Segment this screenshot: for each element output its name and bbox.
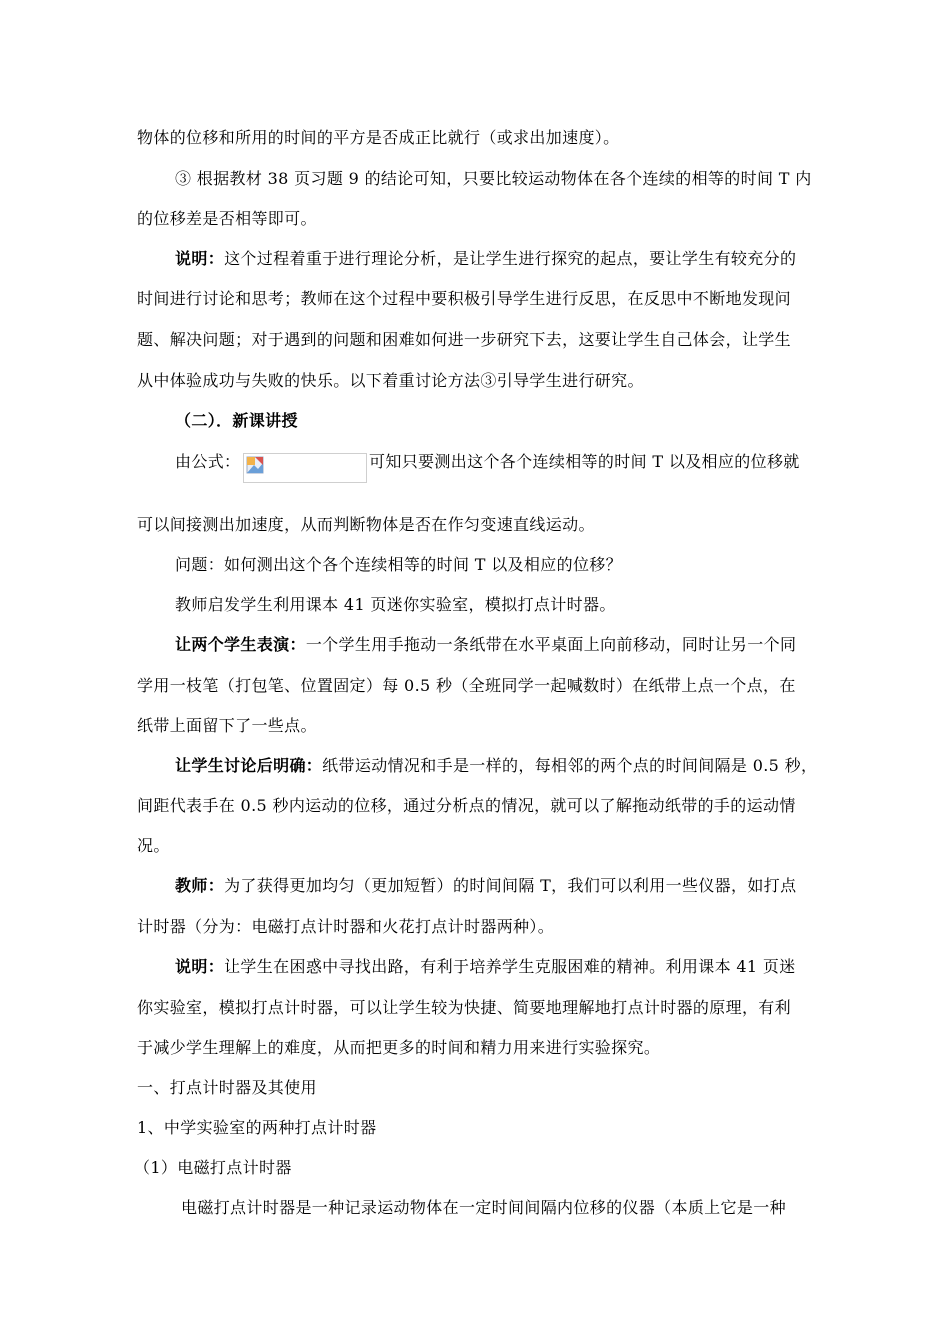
section-heading: （二）．新课讲授 <box>175 411 298 430</box>
subsection-heading: 1、中学实验室的两种打点计时器 <box>137 1118 377 1137</box>
note-text: 让学生在困惑中寻找出路，有利于培养学生克服困难的精神。利用课本 41 页迷 <box>224 957 796 976</box>
text-line: 计时器（分为：电磁打点计时器和火花打点计时器两种）。 <box>137 917 555 936</box>
text-line: 时间进行讨论和思考；教师在这个过程中要积极引导学生进行反思，在反思中不断地发现问 <box>137 289 792 308</box>
subsubsection-heading: （1）电磁打点计时器 <box>134 1158 292 1177</box>
text-line: 于减少学生理解上的难度，从而把更多的时间和精力用来进行实验探究。 <box>137 1038 661 1057</box>
discussion-text: 纸带运动情况和手是一样的，每相邻的两个点的时间间隔是 0.5 秒， <box>322 756 818 775</box>
text-line: 况。 <box>137 836 170 855</box>
note-text: 这个过程着重于进行理论分析，是让学生进行探究的起点，要让学生有较充分的 <box>224 249 797 268</box>
note-label: 说明： <box>175 957 225 976</box>
formula-line-post: 可知只要测出这个各个连续相等的时间 T 以及相应的位移就 <box>369 452 800 471</box>
text-line: 间距代表手在 0.5 秒内运动的位移，通过分析点的情况，就可以了解拖动纸带的手的运动情 <box>137 796 796 815</box>
demo-line <box>175 635 796 655</box>
formula-line-pre: 由公式： <box>175 452 241 471</box>
text-line: 可以间接测出加速度，从而判断物体是否在作匀变速直线运动。 <box>137 515 595 534</box>
text-line: 从中体验成功与失败的快乐。以下着重讨论方法③引导学生进行研究。 <box>137 371 644 390</box>
note-line <box>175 249 796 269</box>
teacher-text: 为了获得更加均匀（更加短暂）的时间间隔 T，我们可以利用一些仪器，如打点 <box>224 876 797 895</box>
text-line: 纸带上面留下了一些点。 <box>137 716 317 735</box>
note-line <box>175 957 796 977</box>
text-line: 你实验室，模拟打点计时器，可以让学生较为快捷、简要地理解地打点计时器的原理，有利 <box>137 998 792 1017</box>
text-line: 学用一枝笔（打包笔、位置固定）每 0.5 秒（全班同学一起喊数时）在纸带上点一个点，在 <box>137 676 796 695</box>
formula-image <box>243 453 367 483</box>
text-line: 物体的位移和所用的时间的平方是否成正比就行（或求出加速度）。 <box>137 128 620 147</box>
broken-image-icon <box>246 456 264 474</box>
teacher-line <box>175 876 796 896</box>
text-line: 题、解决问题；对于遇到的问题和困难如何进一步研究下去，这要让学生自己体会，让学生 <box>137 330 792 349</box>
text-line: 的位移差是否相等即可。 <box>137 209 317 228</box>
discussion-label: 让学生讨论后明确： <box>175 756 323 775</box>
question-line: 问题：如何测出这个各个连续相等的时间 T 以及相应的位移？ <box>175 555 622 574</box>
note-label: 说明： <box>175 249 225 268</box>
text-line: ③ 根据教材 38 页习题 9 的结论可知，只要比较运动物体在各个连续的相等的时间 T 内 <box>175 169 812 188</box>
demo-text: 一个学生用手拖动一条纸带在水平桌面上向前移动，同时让另一个同 <box>305 635 797 654</box>
teacher-label: 教师： <box>175 876 225 895</box>
discussion-line <box>175 756 817 776</box>
demo-label: 让两个学生表演： <box>175 635 306 654</box>
chapter-heading: 一、打点计时器及其使用 <box>137 1078 317 1097</box>
text-line: 教师启发学生利用课本 41 页迷你实验室，模拟打点计时器。 <box>175 595 616 614</box>
text-line: 电磁打点计时器是一种记录运动物体在一定时间间隔内位移的仪器（本质上它是一种 <box>181 1198 786 1217</box>
